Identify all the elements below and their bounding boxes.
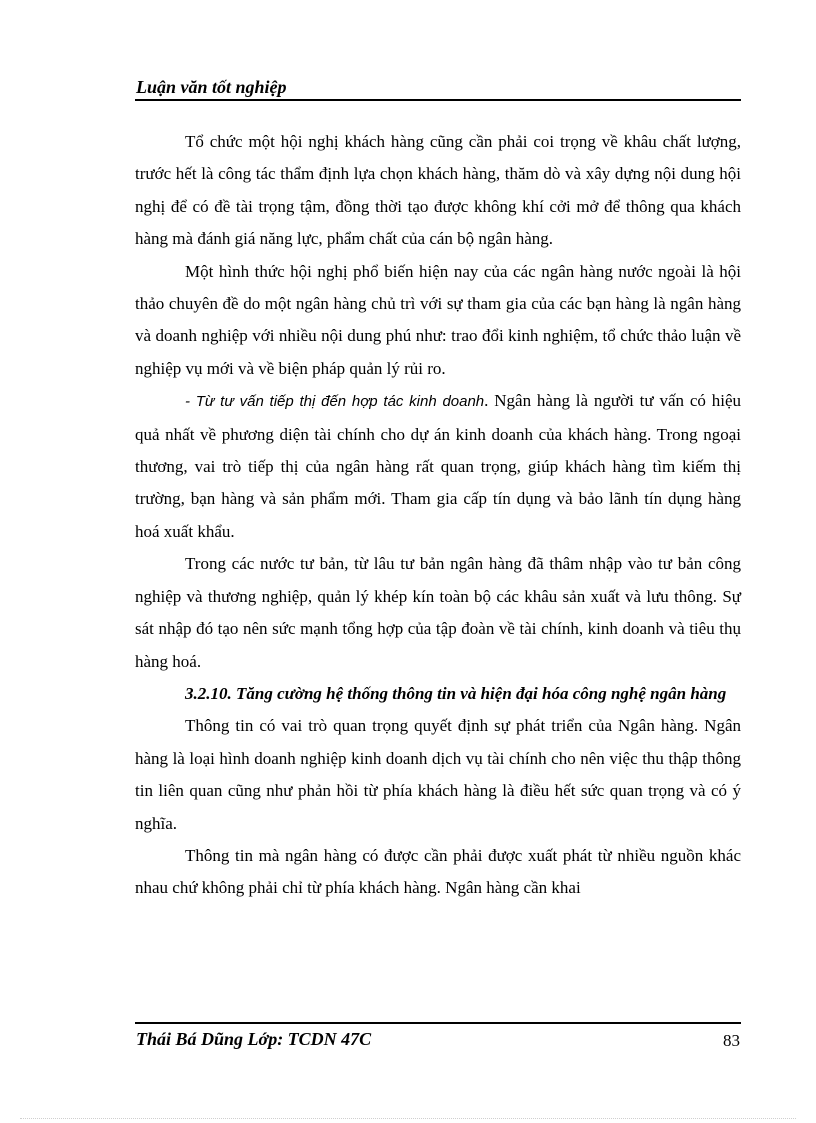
paragraph-customer-conference: Tổ chức một hội nghị khách hàng cũng cần phải coi trọng về khâu chất lượng, trước hết là công tác thẩm định lựa chọn khách hàng, thăm dò và xây dựng nội dung hội nghị để có đề tài trọng tậm, đồng thời tạo được không khí cởi mở để thông qua khách hàng mà đánh giá năng lực, phẩm chất của cán bộ ngân hàng. xyxy=(135,132,741,249)
header-divider xyxy=(135,99,741,101)
paragraph-conference-form: Một hình thức hội nghị phổ biến hiện nay của các ngân hàng nước ngoài là hội thảo chuyên đề do một ngân hàng chủ trì với sự tham gia của các bạn hàng là ngân hàng và doanh nghiệp với nhiều nội dung phú như: trao đổi kinh nghiệm, tổ chức thảo luận về nghiệp vụ mới và về biện pháp quản lý rủi ro. xyxy=(135,261,741,378)
paragraph-information-role: Thông tin có vai trò quan trọng quyết định sự phát triển của Ngân hàng. Ngân hàng là loại hình doanh nghiệp kinh doanh dịch vụ tài chính cho nên việc thu thập thông tin liên quan cũng như phản hồi từ phía khách hàng là điều hết sức quan trọng và có ý nghĩa. xyxy=(135,716,741,833)
running-header-title: Luận văn tốt nghiệp xyxy=(136,77,287,97)
page-body xyxy=(135,126,741,905)
footer-divider xyxy=(135,1022,741,1024)
page-bottom-dotted-border xyxy=(20,1118,796,1119)
page-number: 83 xyxy=(723,1031,740,1050)
section-heading: 3.2.10. Tăng cường hệ thống thông tin và hiện đại hóa công nghệ ngân hàng xyxy=(185,683,727,703)
paragraph-information-sources: Thông tin mà ngân hàng có được cần phải được xuất phát từ nhiều nguồn khác nhau chứ không phải chỉ từ phía khách hàng. Ngân hàng cần khai xyxy=(135,845,741,898)
paragraph-capitalist-countries: Trong các nước tư bản, từ lâu tư bản ngân hàng đã thâm nhập vào tư bản công nghiệp và thương nghiệp, quản lý khép kín toàn bộ các khâu sản xuất và lưu thông. Sự sát nhập đó tạo nên sức mạnh tổng hợp của tập đoàn về tài chính, kinh doanh và tiêu thụ hàng hoá. xyxy=(135,554,741,671)
footer-author: Thái Bá Dũng Lớp: TCDN 47C xyxy=(136,1029,372,1049)
paragraph-consulting xyxy=(135,385,741,548)
paragraph-consulting-text: . Ngân hàng là người tư vấn có hiệu quả nhất về phương diện tài chính cho dự án kinh doanh của khách hàng. Trong ngoại thương, vai trò tiếp thị của ngân hàng rất quan trọng, giúp khách hàng tìm kiếm thị trường, bạn hàng và sản phẩm mới. Tham gia cấp tín dụng và bảo lãnh tín dụng hàng hoá xuất khẩu. xyxy=(135,391,741,541)
paragraph-consulting-lead: - Từ tư vấn tiếp thị đến hợp tác kinh doanh xyxy=(185,393,485,411)
